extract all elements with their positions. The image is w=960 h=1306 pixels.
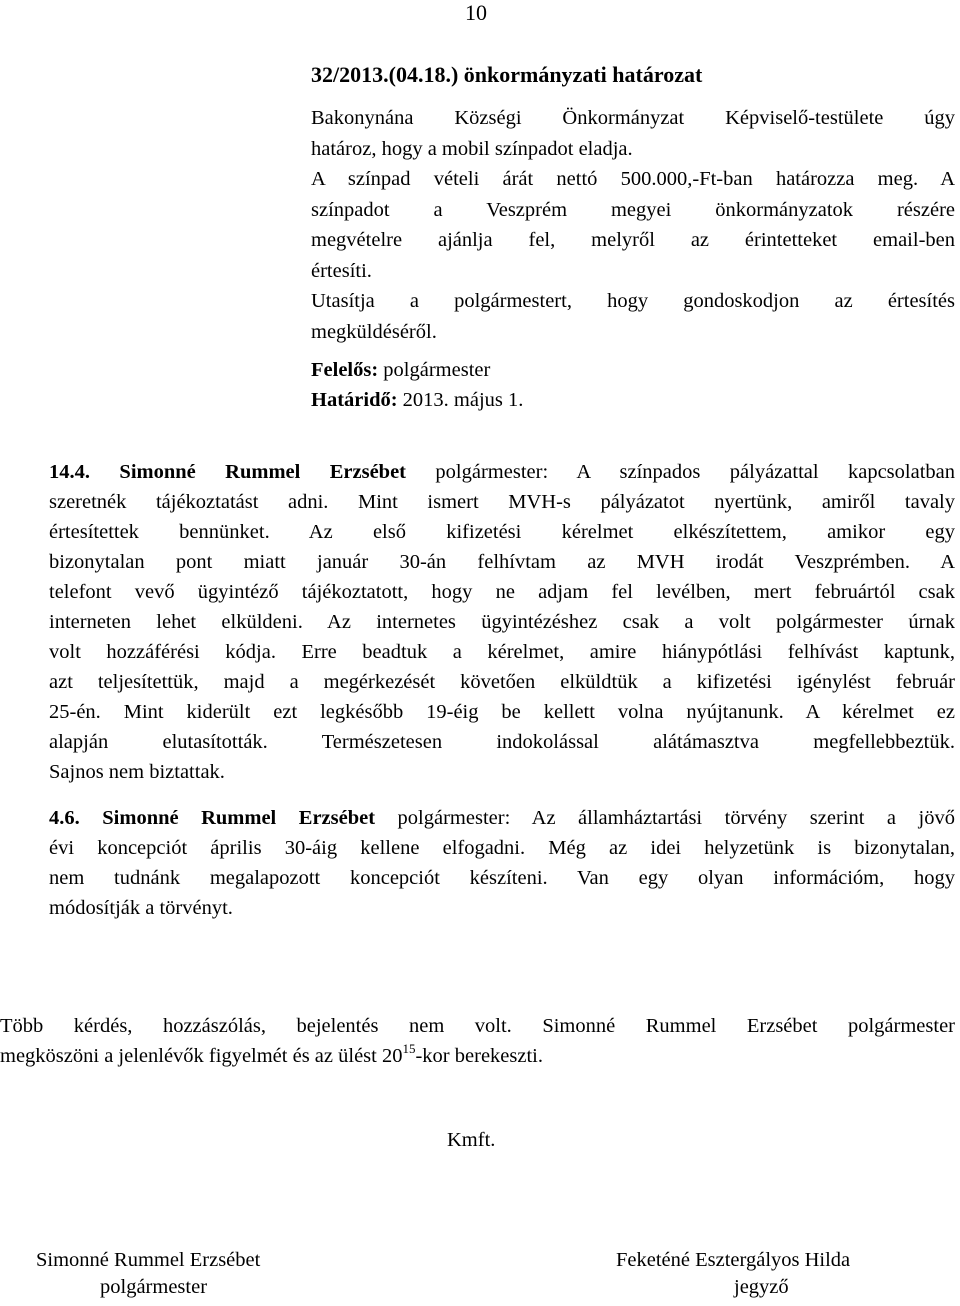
closing-text: megköszöni a jelenlévők figyelmét és az ülést 20 — [0, 1045, 403, 1067]
responsible-value: polgármester — [378, 359, 491, 381]
paragraph-line: bizonytalan pont miatt január 30-án felhívtam az MVH irodát Veszprémben. A — [49, 551, 955, 573]
decision-line: határoz, hogy a mobil színpadot eladja. — [311, 137, 633, 160]
paragraph-line: 25-én. Mint kiderült ezt legkésőbb 19-éig be kellett volna nyújtanunk. A kérelmet ez — [49, 701, 955, 723]
agenda-item-14-4 — [49, 457, 955, 787]
item-number: 4.6. — [49, 807, 80, 829]
kmft-mark: Kmft. — [447, 1129, 496, 1151]
speaker-name: Simonné Rummel Erzsébet — [102, 807, 376, 829]
paragraph-line: évi koncepciót április 30-áig kellene elfogadni. Még az idei helyzetünk is bizonytalan, — [49, 837, 955, 859]
paragraph-line: volt hozzáférési kódja. Erre beadtuk a kérelmet, amire hiánypótlási felhívást kaptunk, — [49, 641, 955, 663]
agenda-item-4-6 — [49, 803, 955, 923]
paragraph-line: alapján elutasították. Természetesen indokolással alátámasztva megfellebbeztük. — [49, 731, 955, 753]
page-number: 10 — [465, 0, 487, 25]
paragraph-line: azt teljesítettük, majd a megérkezését követően elküldtük a kifizetési igénylést február — [49, 671, 955, 693]
closing-text-end: -kor berekeszti. — [415, 1045, 543, 1067]
signature-right-name: Feketéné Esztergályos Hilda — [616, 1249, 851, 1271]
decision-line: színpadot a Veszprém megyei önkormányzatok részére — [311, 198, 955, 221]
paragraph-line — [49, 457, 955, 487]
signature-left-title: polgármester — [100, 1276, 208, 1298]
responsible-label: Felelős: — [311, 359, 379, 381]
paragraph-line — [49, 803, 955, 833]
paragraph-line: interneten lehet elküldeni. Az internetes ügyintézéshez csak a volt polgármester úrnak — [49, 611, 955, 633]
speaker-text: polgármester: Az államháztartási törvény szerint a jövő — [375, 807, 955, 829]
speaker-text: polgármester: A színpados pályázattal kapcsolatban — [406, 461, 955, 483]
decision-line: A színpad vételi árát nettó 500.000,-Ft-ban határozza meg. A — [311, 168, 955, 190]
decision-text — [311, 103, 955, 347]
paragraph-line: szeretnék tájékoztatást adni. Mint ismert MVH-s pályázatot nyertünk, amiről tavaly — [49, 491, 955, 513]
signature-left-name: Simonné Rummel Erzsébet — [36, 1249, 261, 1271]
speaker-name: Simonné Rummel Erzsébet — [119, 461, 407, 483]
paragraph-line: nem tudnánk megalapozott koncepciót készíteni. Van egy olyan információm, hogy — [49, 867, 955, 889]
responsible-line — [311, 355, 490, 386]
decision-title: 32/2013.(04.18.) önkormányzati határozat — [311, 62, 703, 87]
closing-paragraph — [0, 1011, 955, 1071]
deadline-label: Határidő: — [311, 389, 398, 411]
deadline-value: 2013. május 1. — [397, 389, 524, 411]
decision-line: Utasítja a polgármestert, hogy gondoskodjon az értesítés — [311, 290, 955, 312]
closing-line — [0, 1041, 955, 1071]
paragraph-line: telefont vevő ügyintéző tájékoztatott, hogy ne adjam fel levélben, mert februártól csak — [49, 581, 955, 603]
decision-line: Bakonynána Községi Önkormányzat Képviselő-testülete úgy — [311, 107, 955, 129]
deadline-line — [311, 385, 523, 416]
closing-time-superscript: 15 — [402, 1041, 416, 1056]
decision-line: megküldéséről. — [311, 320, 437, 343]
paragraph-line: értesítettek bennünket. Az első kifizetési kérelmet elkészítettem, amikor egy — [49, 521, 955, 543]
paragraph-line: módosítják a törvényt. — [49, 897, 233, 919]
paragraph-line: Sajnos nem biztattak. — [49, 761, 225, 783]
decision-line: értesíti. — [311, 259, 372, 282]
signature-right-title: jegyző — [734, 1276, 789, 1298]
item-number: 14.4. — [49, 461, 90, 483]
closing-line: Több kérdés, hozzászólás, bejelentés nem volt. Simonné Rummel Erzsébet polgármester — [0, 1015, 955, 1037]
decision-line: megvételre ajánlja fel, melyről az érintetteket email-ben — [311, 229, 955, 251]
